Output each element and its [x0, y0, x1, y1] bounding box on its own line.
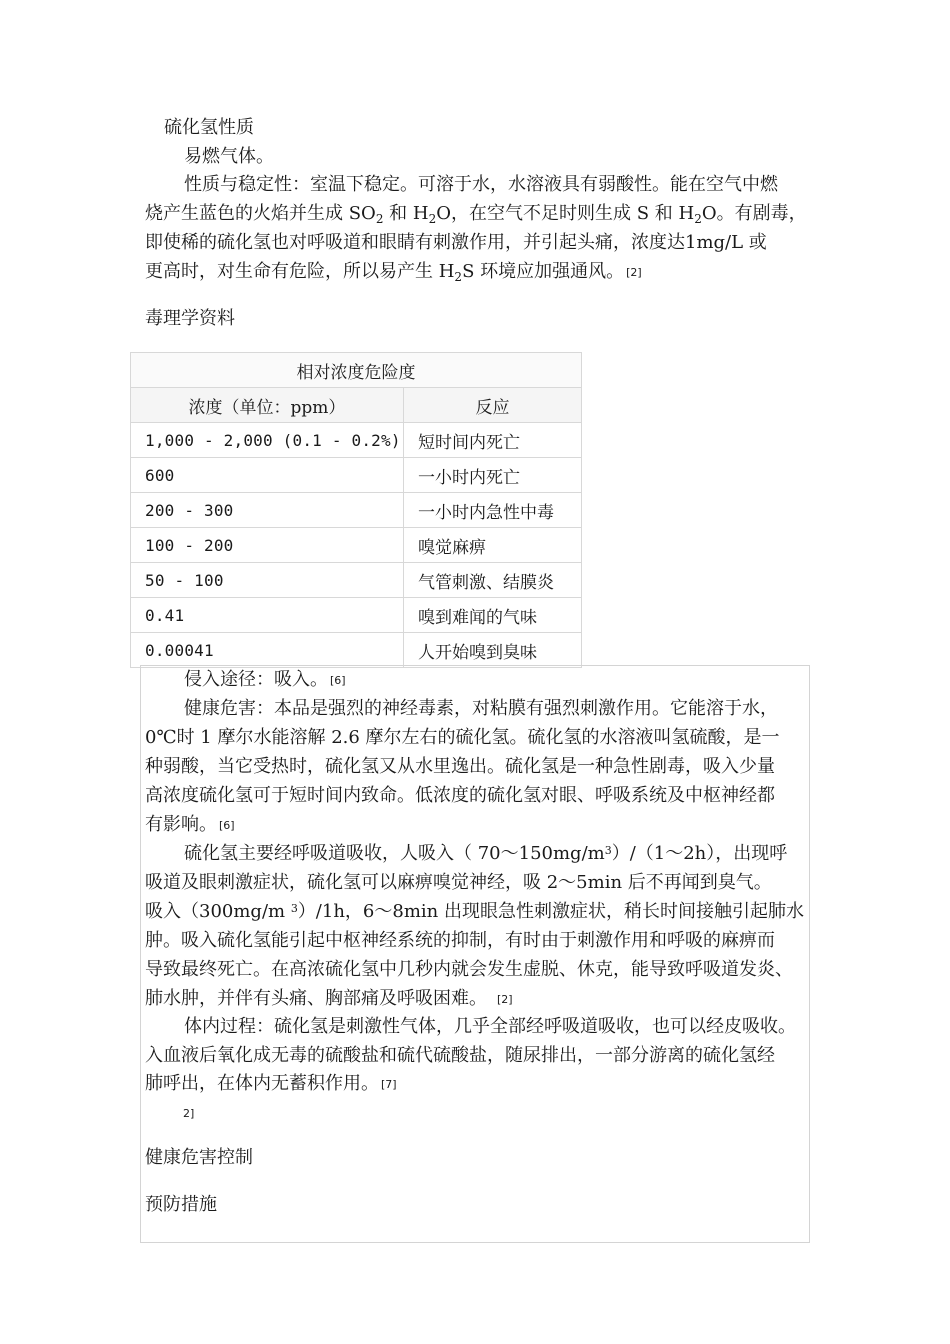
health-line-2: 0℃时 1 摩尔水能溶解 2.6 摩尔左右的硫化氢。硫化氢的水溶液叫氢硫酸，是一	[145, 727, 780, 748]
health-line-5: 有影响。 [6]	[145, 814, 235, 835]
table-header-concentration: 浓度（单位：ppm）	[131, 388, 404, 423]
table-cell-reaction: 气管刺激、结膜炎	[404, 563, 582, 598]
table-cell-reaction: 人开始嗅到臭味	[404, 633, 582, 668]
absorb-line-1: 硫化氢主要经呼吸道吸收，人吸入（ $70\sim 150mg/m^3)/(1\sim 2h)$，出现呼	[184, 843, 788, 864]
process-line-1: 体内过程：硫化氢是刺激性气体，几乎全部经呼吸道吸收，也可以经皮吸收。	[184, 1016, 796, 1037]
table-cell-concentration: 1,000 - 2,000 (0.1 - 0.2%)	[131, 423, 404, 458]
process-line-3: 肺呼出，在体内无蓄积作用。 [7]	[145, 1073, 397, 1094]
table-cell-concentration: 50 - 100	[131, 563, 404, 598]
absorb-line-4: 肿。吸入硫化氢能引起中枢神经系统的抑制，有时由于刺激作用和呼吸的麻痹而	[145, 930, 775, 951]
reference-link[interactable]: [2]	[497, 993, 513, 1006]
table-row	[131, 458, 582, 493]
table-cell-concentration: 0.00041	[131, 633, 404, 668]
process-line-2: 入血液后氧化成无毒的硫酸盐和硫代硫酸盐，随尿排出，一部分游离的硫化氢经	[145, 1045, 775, 1066]
table-cell-concentration: 600	[131, 458, 404, 493]
table-cell-reaction: 一小时内死亡	[404, 458, 582, 493]
table-cell-reaction: 短时间内死亡	[404, 423, 582, 458]
table-row	[131, 598, 582, 633]
route-text: 侵入途径：吸入。 [6]	[184, 669, 346, 690]
table-cell-reaction: 一小时内急性中毒	[404, 493, 582, 528]
table-cell-concentration: 100 - 200	[131, 528, 404, 563]
table-row	[131, 528, 582, 563]
reference-link[interactable]: [6]	[219, 819, 235, 832]
table-row	[131, 633, 582, 668]
absorb-line-6: 肺水肿，并伴有头痛、胸部痛及呼吸困难。 [2]	[145, 988, 513, 1009]
concentration-danger-table	[130, 352, 582, 668]
absorb-line-5: 导致最终死亡。在高浓硫化氢中几秒内就会发生虚脱、休克，能导致呼吸道发炎、	[145, 959, 793, 980]
properties-line-2: 烧产生蓝色的火焰并生成 $SO_2$ 和 $H_2O$，在空气不足时则生成 S 和 $H_2O$。有剧毒，	[145, 203, 807, 226]
table-row	[131, 493, 582, 528]
table-cell-concentration: 0.41	[131, 598, 404, 633]
table-cell-reaction: 嗅觉麻痹	[404, 528, 582, 563]
reference-link[interactable]: [2]	[626, 266, 642, 279]
table-row	[131, 563, 582, 598]
reference-link[interactable]: [6]	[330, 674, 346, 687]
stray-reference[interactable]: 2]	[183, 1107, 195, 1120]
table-caption: 相对浓度危险度	[131, 353, 582, 388]
properties-line-3: 即使稀的硫化氢也对呼吸道和眼睛有刺激作用，并引起头痛，浓度达1mg/L 或	[145, 232, 767, 253]
heading-prevention: 预防措施	[145, 1194, 217, 1215]
absorb-line-2: 吸道及眼刺激症状，硫化氢可以麻痹嗅觉神经，吸 2～5min 后不再闻到臭气。	[145, 872, 772, 893]
flammable-text: 易燃气体。	[184, 146, 274, 167]
properties-line-4: 更高时，对生命有危险，所以易产生 $H_2S$ 环境应加强通风。 [2]	[145, 261, 642, 284]
section-title-toxicology: 毒理学资料	[145, 308, 235, 329]
table-cell-concentration: 200 - 300	[131, 493, 404, 528]
table-row	[131, 423, 582, 458]
properties-line-1: 性质与稳定性：室温下稳定。可溶于水，水溶液具有弱酸性。能在空气中燃	[184, 174, 778, 195]
reference-link[interactable]: [7]	[381, 1078, 397, 1091]
health-line-3: 种弱酸，当它受热时，硫化氢又从水里逸出。硫化氢是一种急性剧毒，吸入少量	[145, 756, 775, 777]
health-line-1: 健康危害：本品是强烈的神经毒素，对粘膜有强烈刺激作用。它能溶于水，	[184, 698, 778, 719]
heading-health-control: 健康危害控制	[145, 1147, 253, 1168]
table-header-reaction: 反应	[404, 388, 582, 423]
health-line-4: 高浓度硫化氢可于短时间内致命。低浓度的硫化氢对眼、呼吸系统及中枢神经都	[145, 785, 775, 806]
section-title-properties: 硫化氢性质	[164, 117, 254, 138]
absorb-line-3: 吸入（300mg/m $^3$）/1h，6～8min 出现眼急性刺激症状，稍长时间接触引起肺水	[145, 901, 804, 922]
table-cell-reaction: 嗅到难闻的气味	[404, 598, 582, 633]
